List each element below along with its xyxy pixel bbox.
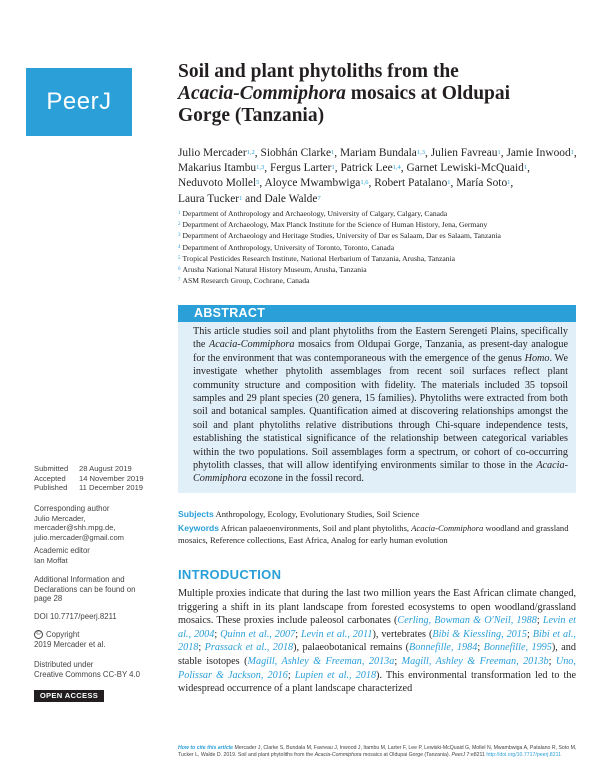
author-name[interactable]: Laura Tucker$^1$ and (178, 192, 262, 205)
author-name[interactable]: Makarius Itambu$^{1,3}$, (178, 162, 268, 175)
doi-link[interactable]: 10.7717/peerj.8211 (50, 612, 117, 621)
citation-link[interactable]: Cerling, Bowman & O'Neil, 1988 (397, 615, 537, 627)
citation-link[interactable]: Lupien et al., 2018 (294, 669, 377, 681)
copyright-block: © Copyright 2019 Mercader et al. (34, 630, 106, 649)
author-name[interactable]: Aloyce Mwambwiga$^{1,6}$, (264, 177, 372, 190)
abstract-text: This article studies soil and plant phytoliths from the Eastern Serengeti Plains, specifically the Acacia-Commiphora mosaics from Oldupai Gorge, Tanzania, as present-day analogue for the environment that was contemporaneous with the emergence of the genus Homo. We investigate whether phytolith assemblages from recent soil surfaces reflect plant community structure and composition with fidelity. The materials included 35 topsoil samples and 29 plant species (20 genera, 15 families). Phytoliths were extracted from both soil and botanical samples. Quantification aimed at discovering relationships amongst the soil and plant phytoliths relative distributions through Chi-square independence tests, establishing the statistical significance of the relationship between categorical variables within the two populations. Soil assemblages form a spectrum, or cohort of co-occurring phytolith classes, that will allow identifying environments similar to those in the Acacia-Commiphora ecozone in the fossil record. (193, 326, 569, 485)
introduction-heading: INTRODUCTION (178, 567, 282, 582)
open-access-badge: OPEN ACCESS (34, 690, 104, 702)
author-name[interactable]: María Soto$^1$, (456, 177, 514, 190)
subjects-text: Anthropology, Ecology, Evolutionary Studies, Soil Science (213, 509, 420, 519)
how-to-cite: How to cite this article Mercader J, Clarke S, Bundala M, Favreau J, Inwood J, Itambu M, Larter F, Lee P, Lewiski-McQuaid G, Mollel N, Mwambwiga A, Patalano R, Soto M, Tucker L, Walde D. 2019. Soil and plant phytoliths from the Acacia-Commiphora mosaics at Oldupai Gorge (Tanzania). PeerJ 7:e8211 http://doi.org/10.7717/peerj.8211 (178, 745, 577, 758)
citation-link[interactable]: Levin et al., 2011 (300, 628, 373, 640)
author-name[interactable]: Julien Favreau$^1$, (430, 147, 504, 159)
citation-link[interactable]: Quinn et al., 2007 (220, 628, 296, 640)
author-name[interactable]: Dale Walde$^7$ (264, 192, 321, 205)
email-link[interactable]: mercader@shh.mpg.de, (34, 523, 116, 533)
license-block: Distributed under Creative Commons CC-BY 4.0 (34, 660, 164, 679)
additional-info-block: Additional Information and Declarations can be found on page 28 (34, 575, 136, 604)
affiliation-item: $^5$ Tropical Pesticides Research Institute, National Herbarium of Tanzania, Arusha, Tanzania (178, 253, 456, 263)
subjects-line (178, 508, 578, 520)
citation-link[interactable]: Bonnefille, 1984 (409, 642, 478, 654)
citation-link[interactable]: Bibi & Kiessling, 2015 (432, 628, 527, 640)
author-name[interactable]: Mariam Bundala$^{1,3}$, (340, 147, 428, 159)
citation-link[interactable]: Magill, Ashley & Freeman, 2013a (247, 655, 395, 667)
affiliation-item: $^3$ Department of Archaeology and Heritage Studies, University of Dar es Salaam, Dar es Salaam, Tanzania (178, 231, 501, 241)
affiliation-list (178, 208, 578, 286)
author-name[interactable]: Robert Patalano$^1$, (374, 177, 454, 190)
email-link[interactable]: julio.mercader@gmail.com (34, 532, 125, 542)
citation-link[interactable]: Levin et al., 2004 (178, 615, 576, 640)
author-name[interactable]: Siobhán Clarke$^1$, (260, 147, 338, 159)
citation-link[interactable]: Bonnefille, 1995 (483, 642, 552, 654)
citation-link[interactable]: Magill, Ashley & Freeman, 2013b (401, 655, 549, 667)
corresponding-author-block: Corresponding author Julio Mercader, mercader@shh.mpg.de, julio.mercader@gmail.com (34, 504, 164, 542)
author-name[interactable]: Neduvoto Mollel$^5$, (178, 177, 263, 190)
author-name[interactable]: Fergus Larter$^1$, (269, 162, 338, 175)
abstract-header-bar (178, 305, 576, 322)
affiliation-item: $^2$ Department of Archaeology, Max Planck Institute for the Science of Human History, Jena, Germany (178, 220, 488, 230)
author-list (178, 146, 578, 207)
author-name[interactable]: Julio Mercader$^{1,2}$, (178, 147, 258, 159)
author-name[interactable]: Patrick Lee$^{1,4}$, (340, 162, 404, 175)
footer-doi-link[interactable]: http://doi.org/10.7717/peerj.8211 (486, 752, 561, 758)
doi-block: DOI 10.7717/peerj.8211 (34, 612, 117, 621)
article-title: Soil and plant phytoliths from the Acacia-Commiphora mosaics at Oldupai Gorge (Tanzania) (178, 61, 511, 126)
dates-block: Submitted 28 August 2019 Accepted 14 November 2019 Published 11 December 2019 (34, 464, 144, 493)
citation-link[interactable]: Prassack et al., 2018 (204, 642, 294, 654)
affiliation-item: $^7$ ASM Research Group, Cochrane, Canada (178, 276, 310, 286)
abstract-heading: ABSTRACT (194, 306, 266, 320)
keywords-label: Keywords (178, 523, 220, 533)
affiliation-item: $^4$ Department of Anthropology, University of Toronto, Toronto, Canada (178, 242, 395, 252)
affiliation-item: $^6$ Arusha National Natural History Museum, Arusha, Tanzania (178, 265, 367, 275)
copyright-icon: © (34, 630, 43, 639)
keywords-line: Keywords African palaeoenvironments, Soil and plant phytoliths, Acacia-Commiphora woodland and grassland mosaics, Reference collections, East Africa, Analog for early human evolution (178, 523, 569, 545)
affiliation-item: $^1$ Department of Anthropology and Archaeology, University of Calgary, Calgary, Canada (178, 209, 448, 218)
academic-editor-block: Academic editor Ian Moffat (34, 546, 90, 565)
logo-text: PeerJ (46, 88, 112, 115)
citation-link[interactable]: Bibi et al., 2018 (178, 628, 576, 654)
peerj-logo (26, 68, 132, 136)
author-name[interactable]: Garnet Lewiski-McQuaid$^1$, (406, 162, 530, 175)
author-name[interactable]: Jamie Inwood$^1$, (506, 147, 577, 159)
introduction-text: Multiple proxies indicate that during the last two million years the East African climate changed, triggering a shift in its plant landscape from forested ecosystems to open woodland/grassland mosaics. These proxies include paleosol carbonates (Cerling, Bowman & O'Neil, 1988; Levin et al., 2004; Quinn et al., 2007; Levin et al., 2011), vertebrates (Bibi & Kiessling, 2015; Bibi et al., 2018; Prassack et al., 2018), palaeobotanical remains (Bonnefille, 1984; Bonnefille, 1995), and stable isotopes (Magill, Ashley & Freeman, 2013a; Magill, Ashley & Freeman, 2013b; Uno, Polissar & Jackson, 2016; Lupien et al., 2018). This environmental transformation led to the widespread occurrence of a plant landscape characterized (178, 588, 576, 695)
subjects-label: Subjects (178, 509, 214, 519)
citation-link[interactable]: Uno, Polissar & Jackson, 2016 (178, 655, 576, 681)
license-link[interactable]: Creative Commons CC-BY 4.0 (34, 669, 141, 679)
